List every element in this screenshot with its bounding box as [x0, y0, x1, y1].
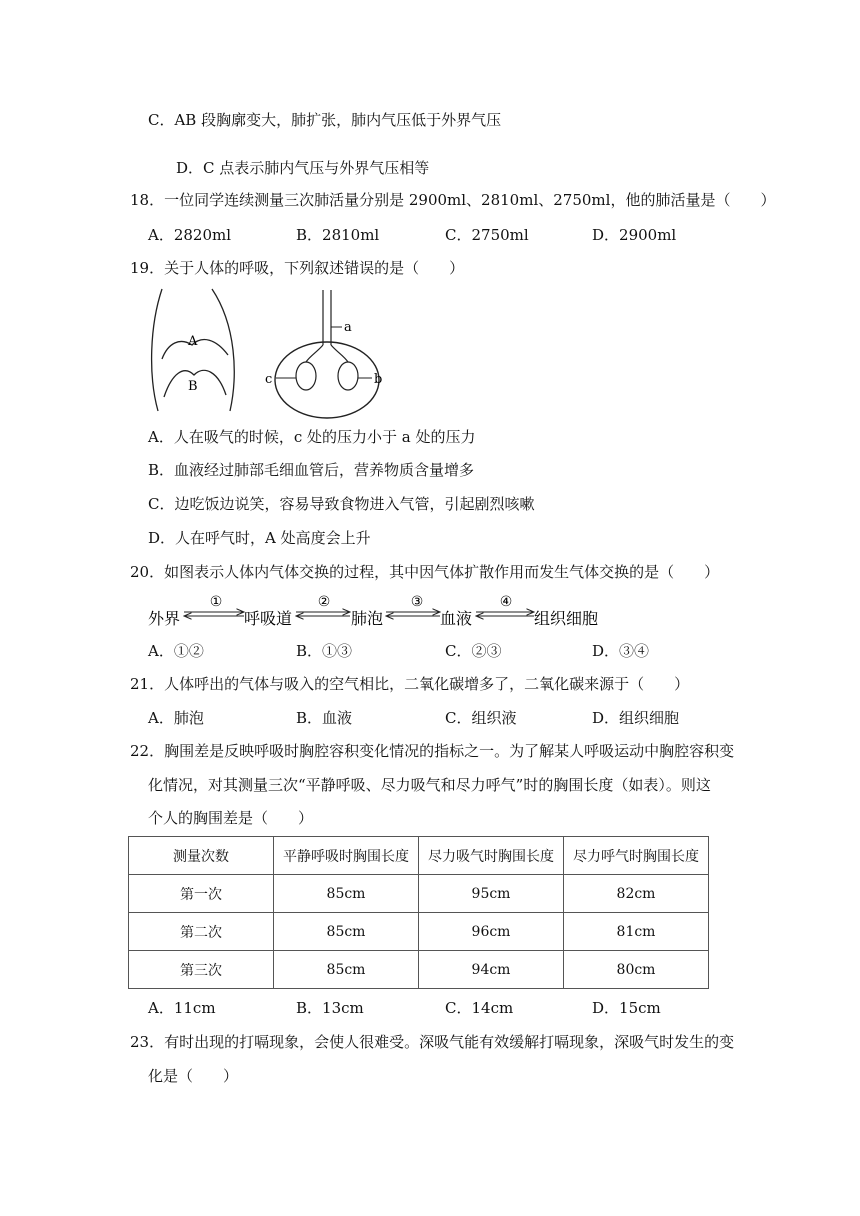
q19-option-d: D．人在呼气时，A 处高度会上升	[148, 529, 371, 547]
step-1: ①	[209, 594, 223, 610]
q20-option-b: B．①③	[296, 642, 353, 660]
label-a: a	[344, 320, 352, 335]
table-cell: 81cm	[564, 913, 709, 951]
node-tissue-cells: 组织细胞	[534, 609, 599, 628]
table-cell: 第二次	[129, 913, 274, 951]
q21-stem: 21．人体呼出的气体与吸入的空气相比，二氧化碳增多了，二氧化碳来源于（ ）	[130, 675, 690, 693]
gas-exchange-diagram	[148, 592, 608, 632]
table-header: 平静呼吸时胸围长度	[274, 837, 419, 875]
q22-option-c: C．14cm	[445, 999, 514, 1017]
q20-option-d: D．③④	[592, 642, 650, 660]
table-header: 尽力呼气时胸围长度	[564, 837, 709, 875]
q20-option-c: C．②③	[445, 642, 502, 660]
table-cell: 95cm	[419, 875, 564, 913]
q21-option-c: C．组织液	[445, 709, 517, 727]
q18-option-a: A．2820ml	[148, 226, 232, 244]
q18-option-d: D．2900ml	[592, 226, 677, 244]
chest-cavity-figure	[150, 285, 240, 415]
label-B: B	[188, 379, 198, 394]
table-header-row	[129, 837, 709, 875]
q22-option-d: D．15cm	[592, 999, 661, 1017]
table-cell: 82cm	[564, 875, 709, 913]
node-blood: 血液	[440, 609, 473, 628]
q17-option-c: C．AB 段胸廓变大，肺扩张，肺内气压低于外界气压	[148, 111, 502, 129]
q23-stem-line-1: 23．有时出现的打嗝现象，会使人很难受。深吸气能有效缓解打嗝现象，深吸气时发生的变	[130, 1033, 735, 1051]
node-outside: 外界	[148, 609, 181, 628]
q22-stem-line-3: 个人的胸围差是（ ）	[148, 809, 314, 827]
q18-option-b: B．2810ml	[296, 226, 380, 244]
q19-stem: 19．关于人体的呼吸，下列叙述错误的是（ ）	[130, 259, 465, 277]
q18-option-c: C．2750ml	[445, 226, 529, 244]
q19-option-c: C．边吃饭边说笑，容易导致食物进入气管，引起剧烈咳嗽	[148, 495, 535, 513]
q21-option-a: A．肺泡	[148, 709, 204, 727]
table-cell: 第一次	[129, 875, 274, 913]
table-row	[129, 913, 709, 951]
q19-option-b: B．血液经过肺部毛细血管后，营养物质含量增多	[148, 461, 475, 479]
label-b: b	[374, 372, 383, 387]
table-cell: 96cm	[419, 913, 564, 951]
label-c: c	[265, 372, 273, 387]
q22-stem-line-2: 化情况，对其测量三次“平静呼吸、尽力吸气和尽力呼气”时的胸围长度（如表）。则这	[148, 776, 711, 794]
q21-option-b: B．血液	[296, 709, 353, 727]
label-A: A	[188, 334, 198, 349]
q19-option-a: A．人在吸气的时候，c 处的压力小于 a 处的压力	[148, 428, 476, 446]
q17-option-d: D．C 点表示肺内气压与外界气压相等	[176, 159, 430, 177]
q23-stem-line-2: 化是（ ）	[148, 1067, 239, 1085]
node-alveoli: 肺泡	[351, 609, 384, 628]
table-row	[129, 875, 709, 913]
q20-stem: 20．如图表示人体内气体交换的过程，其中因气体扩散作用而发生气体交换的是（ ）	[130, 563, 720, 581]
q18-stem: 18．一位同学连续测量三次肺活量分别是 2900ml、2810ml、2750ml，他的肺活量是（ ）	[130, 191, 776, 209]
q22-option-a: A．11cm	[148, 999, 216, 1017]
lung-model-figure	[262, 290, 392, 420]
table-cell: 94cm	[419, 951, 564, 989]
q20-option-a: A．①②	[148, 642, 204, 660]
table-cell: 第三次	[129, 951, 274, 989]
q22-option-b: B．13cm	[296, 999, 364, 1017]
table-cell: 80cm	[564, 951, 709, 989]
step-3: ③	[410, 594, 424, 610]
table-header: 测量次数	[129, 837, 274, 875]
table-cell: 85cm	[274, 913, 419, 951]
step-4: ④	[499, 594, 513, 610]
step-2: ②	[317, 594, 331, 610]
chest-measurement-table	[128, 836, 709, 989]
table-cell: 85cm	[274, 951, 419, 989]
q22-stem-line-1: 22．胸围差是反映呼吸时胸腔容积变化情况的指标之一。为了解某人呼吸运动中胸腔容积变	[130, 742, 735, 760]
table-row	[129, 951, 709, 989]
table-cell: 85cm	[274, 875, 419, 913]
node-airway: 呼吸道	[244, 609, 293, 628]
table-header: 尽力吸气时胸围长度	[419, 837, 564, 875]
q21-option-d: D．组织细胞	[592, 709, 680, 727]
